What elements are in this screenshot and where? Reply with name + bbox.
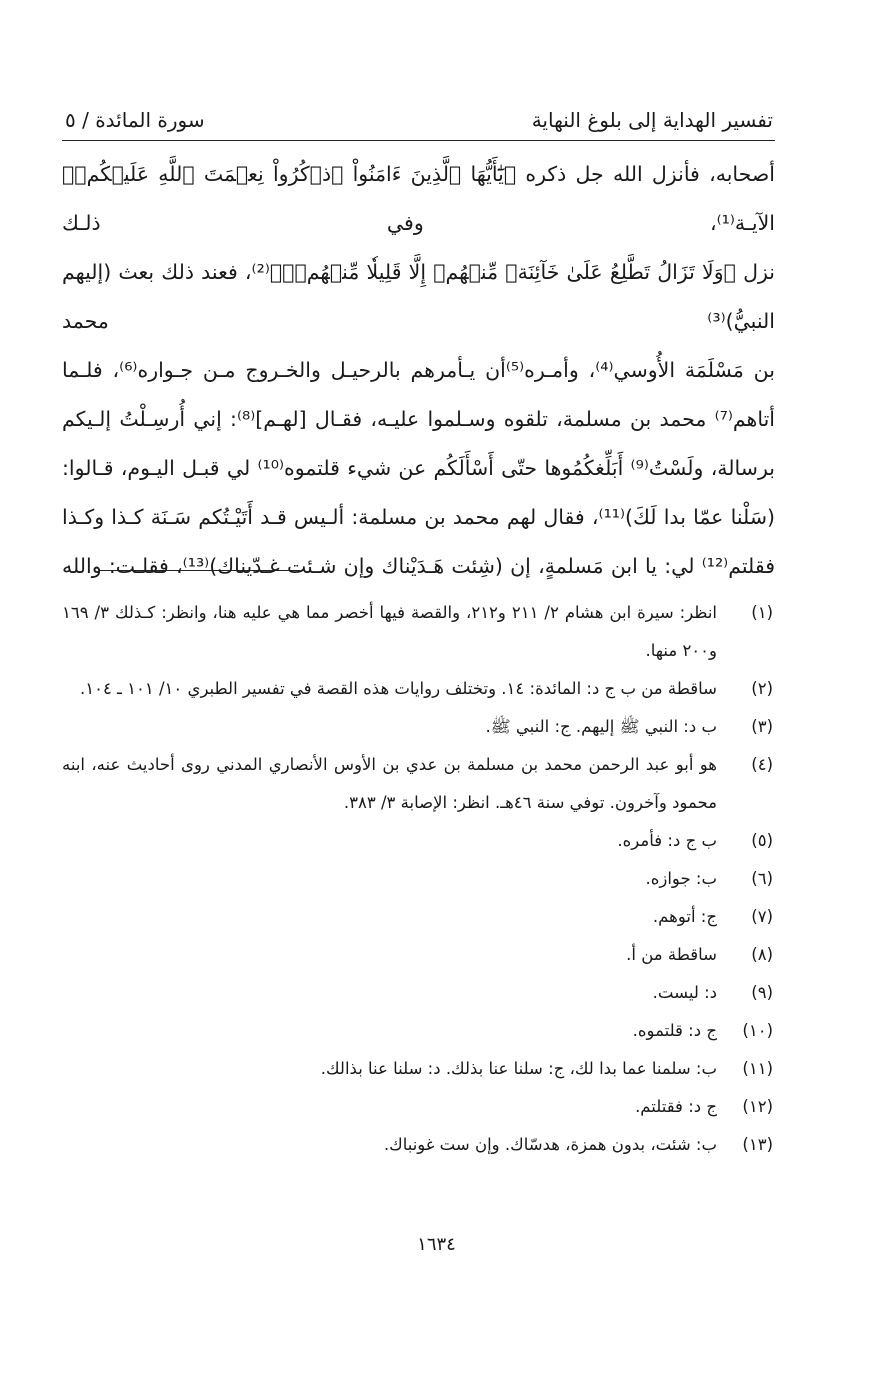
footnote-item <box>62 708 773 746</box>
footnote-item <box>62 898 773 936</box>
footnote-number: (١٣) <box>742 1135 773 1154</box>
text-line: برسالة، ولَسْتُ⁽⁹⁾ أَبَلِّغكُمُوها حتّى أَسْأَلَكُم عن شيء قلتموه⁽¹⁰⁾ لي قبـل اليـوم، قـالوا: <box>62 456 775 480</box>
surah-label: سورة المائدة / ٥ <box>65 108 205 132</box>
main-text <box>62 150 775 591</box>
footnote-number: (٦) <box>751 869 773 888</box>
text-line: فقلتم⁽¹²⁾ لي: يا ابن مَسلمةٍ، إن (شِئت هَـدَيْناك وإن شـئت غـدّيناك)⁽¹³⁾، فقلـت: والله <box>62 554 775 578</box>
footnote-text: د: ليست. <box>652 983 717 1002</box>
footnote-text: هو أبو عبد الرحمن محمد بن مسلمة بن عدي بن الأوس الأنصاري المدني روى أحاديث عنه، ابنه محمود وآخرون. توفي سنة ٤٦هـ. انظر: الإصابة ٣/ ٣٨٣. <box>62 755 717 812</box>
footnote-text: ب: جوازه. <box>645 869 717 888</box>
footnote-divider <box>100 570 300 571</box>
footnote-item <box>62 746 773 822</box>
footnote-text: ب: شئت، بدون همزة، هدسّاك. وإن ست غونباك. <box>383 1135 717 1154</box>
footnote-number: (٥) <box>751 831 773 850</box>
footnote-text: انظر: سيرة ابن هشام ٢/ ٢١١ و٢١٢، والقصة فيها أخصر مما هي عليه هنا، وانظر: كـذلك ٣/ ١٦٩ و٢٠٠ منها. <box>62 603 718 660</box>
header-divider <box>62 140 775 141</box>
footnote-text: ساقطة من ب ج د: المائدة: ١٤. وتختلف روايات هذه القصة في تفسير الطبري ١٠/ ١٠١ ـ ١٠٤. <box>79 679 717 698</box>
text-line: نزل ﴿وَلَا تَزَالُ تَطَّلِعُ عَلَىٰ خَآئِنَةٖ مِّنۡهُمۡ إِلَّا قَلِيلٗا مِّنۡهُمۡۖ﴾⁽²⁾، فعند ذلك بعث (إليهم النبيُّ)⁽³⁾ محمد <box>62 260 775 333</box>
text-line: بن مَسْلَمَة الأُوسي⁽⁴⁾، وأمـره⁽⁵⁾أن يـأمرهم بالرحيـل والخـروج مـن جـواره⁽⁶⁾، فلـما <box>62 358 775 382</box>
footnote-text: ب د: النبي ﷺ إليهم. ج: النبي ﷺ. <box>485 717 717 736</box>
footnote-number: (٣) <box>751 717 773 736</box>
page-number: ١٦٣٤ <box>417 1234 456 1255</box>
footnote-item <box>62 1012 773 1050</box>
footnote-number: (٧) <box>751 907 773 926</box>
footnote-item <box>62 822 773 860</box>
footnote-text: ج: أتوهم. <box>652 907 717 926</box>
footnote-text: ساقطة من أ. <box>626 945 717 964</box>
footnote-number: (١٠) <box>742 1021 773 1040</box>
footnote-text: ج د: فقتلتم. <box>635 1097 717 1116</box>
footnote-number: (٢) <box>751 679 773 698</box>
footnote-item <box>62 974 773 1012</box>
footnote-number: (١٢) <box>742 1097 773 1116</box>
footnote-item <box>62 936 773 974</box>
text-line: أصحابه، فأنزل الله جل ذكره ﴿يَٰٓأَيُّهَا ٱلَّذِينَ ءَامَنُواْ ٱذۡكُرُواْ نِعۡمَتَ ٱللَّهِ عَلَيۡكُمۡ﴾ الآيـة⁽¹⁾، وفي ذلـك <box>62 162 775 235</box>
footnote-item <box>62 670 773 708</box>
footnote-item <box>62 594 773 670</box>
footnote-number: (٩) <box>751 983 773 1002</box>
text-line: (سَلْنا عمّا بدا لَكَ)⁽¹¹⁾، فقال لهم محمد بن مسلمة: ألـيس قـد أَتَيْـتُكم سَـنَة كـذا وكـذا <box>62 505 775 529</box>
footnotes <box>62 594 773 1164</box>
footnote-item <box>62 860 773 898</box>
footnote-number: (٨) <box>751 945 773 964</box>
footnote-item <box>62 1126 773 1164</box>
footnote-text: ب ج د: فأمره. <box>617 831 717 850</box>
footnote-number: (١) <box>751 603 773 622</box>
footnote-item <box>62 1088 773 1126</box>
book-title: تفسير الهداية إلى بلوغ النهاية <box>531 108 773 132</box>
footnote-text: ج د: قلتموه. <box>632 1021 717 1040</box>
footnote-text: ب: سلمنا عما بدا لك، ج: سلنا عنا بذلك. د: سلنا عنا بذالك. <box>320 1059 717 1078</box>
text-line: أتاهم⁽⁷⁾ محمد بن مسلمة، تلقوه وسـلموا عليـه، فقـال [لهـم]⁽⁸⁾: إني أُرسِـلْتُ إلـيكم <box>62 407 775 431</box>
footnote-number: (١١) <box>742 1059 773 1078</box>
footnote-number: (٤) <box>751 755 773 774</box>
running-header <box>65 92 773 132</box>
footnote-item <box>62 1050 773 1088</box>
